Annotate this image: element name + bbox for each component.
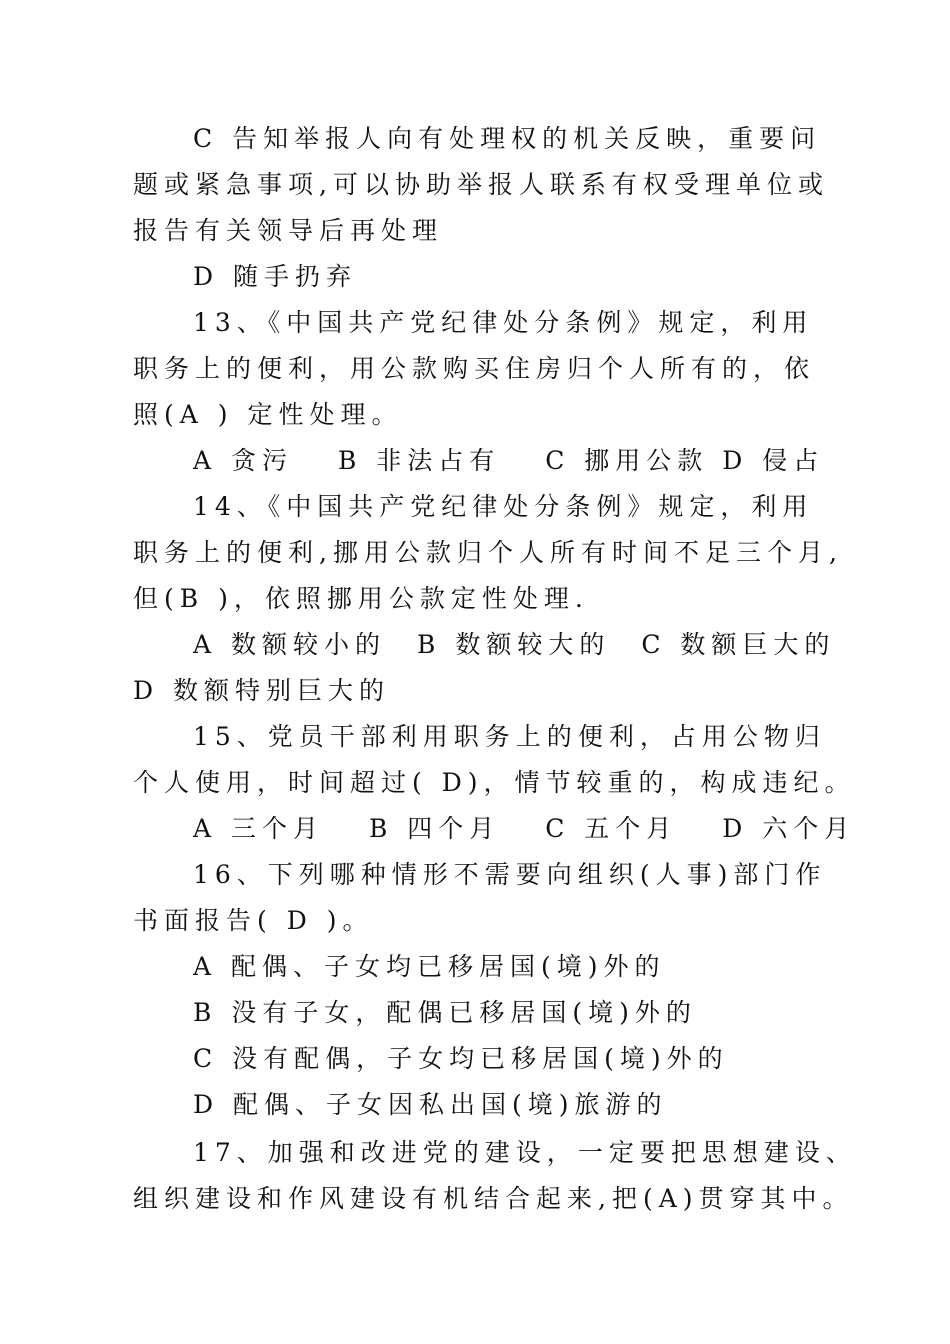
question-13-options: A 贪污 B 非法占有 C 挪用公款 D 侵占 <box>193 446 825 475</box>
question-13-line-2: 职务上的便利，用公款购买住房归个人所有的，依 <box>133 354 816 383</box>
question-14-line-2: 职务上的便利,挪用公款归个人所有时间不足三个月, <box>133 538 843 567</box>
question-15-options: A 三个月 B 四个月 C 五个月 D 六个月 <box>193 814 856 843</box>
question-16-option-c: C 没有配偶，子女均已移居国(境)外的 <box>193 1044 729 1073</box>
question-14-options-2: D 数额特别巨大的 <box>133 676 390 705</box>
question-17-line-1: 17、加强和改进党的建设，一定要把思想建设、 <box>193 1138 857 1167</box>
question-13-line-1: 13、《中国共产党纪律处分条例》规定，利用 <box>193 308 814 337</box>
option-c-line-3: 报告有关领导后再处理 <box>133 216 444 245</box>
option-d-line: D 随手扔弃 <box>193 262 357 291</box>
question-16-option-a: A 配偶、子女均已移居国(境)外的 <box>193 952 666 981</box>
question-16-option-d: D 配偶、子女因私出国(境)旅游的 <box>193 1090 668 1119</box>
question-16-option-b: B 没有子女，配偶已移居国(境)外的 <box>193 998 697 1027</box>
option-c-line-2: 题或紧急事项,可以协助举报人联系有权受理单位或 <box>133 170 829 199</box>
question-14-line-1: 14、《中国共产党纪律处分条例》规定，利用 <box>193 492 814 521</box>
question-13-line-3: 照(A ) 定性处理。 <box>133 400 403 429</box>
question-14-line-3: 但(B )，依照挪用公款定性处理. <box>133 584 589 613</box>
question-16-line-2: 书面报告( D )。 <box>133 906 374 935</box>
question-16-line-1: 16、下列哪种情形不需要向组织(人事)部门作 <box>193 860 827 889</box>
question-17-line-2: 组织建设和作风建设有机结合起来,把(A)贯穿其中。 <box>133 1184 854 1213</box>
question-15-line-2: 个人使用，时间超过( D)，情节较重的，构成违纪。 <box>133 768 856 797</box>
option-c-line-1: C 告知举报人向有处理权的机关反映，重要问 <box>193 124 822 153</box>
question-14-options-1: A 数额较小的 B 数额较大的 C 数额巨大的 <box>193 630 836 659</box>
question-15-line-1: 15、党员干部利用职务上的便利，占用公物归 <box>193 722 826 751</box>
